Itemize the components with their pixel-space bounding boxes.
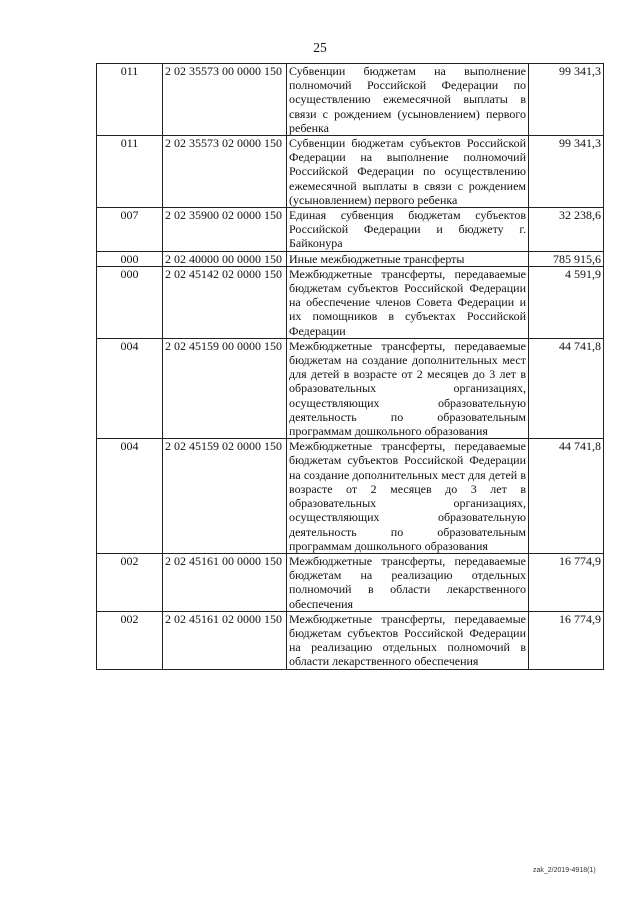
admin-code-cell: 002: [97, 553, 163, 611]
budget-revenue-table: [96, 63, 604, 670]
revenue-name-cell: Субвенции бюджетам субъектов Российской Федерации на выполнение полномочий Российской Федерации по осуществлению ежемесячной выплаты в связи с рождением (усыновлением) первого ребенка: [287, 136, 529, 208]
amount-cell: 44 741,8: [529, 439, 604, 554]
budget-classification-code-cell: 2 02 35573 02 0000 150: [163, 136, 287, 208]
table-row: [97, 439, 604, 554]
admin-code-cell: 000: [97, 266, 163, 338]
revenue-name-cell: Межбюджетные трансферты, передаваемые бюджетам субъектов Российской Федерации на обеспечение членов Совета Федерации и их помощников в субъектах Российской Федерации: [287, 266, 529, 338]
amount-cell: 785 915,6: [529, 251, 604, 266]
revenue-name-cell: Иные межбюджетные трансферты: [287, 251, 529, 266]
budget-classification-code-cell: 2 02 35900 02 0000 150: [163, 208, 287, 252]
table-row: [97, 338, 604, 438]
revenue-name-cell: Межбюджетные трансферты, передаваемые бюджетам на реализацию отдельных полномочий в области лекарственного обеспечения: [287, 553, 529, 611]
admin-code-cell: 011: [97, 136, 163, 208]
table-row: [97, 251, 604, 266]
table-row: [97, 611, 604, 669]
table-row: [97, 266, 604, 338]
revenue-name-cell: Межбюджетные трансферты, передаваемые бюджетам субъектов Российской Федерации на реализацию отдельных полномочий в области лекарственного обеспечения: [287, 611, 529, 669]
amount-cell: 32 238,6: [529, 208, 604, 252]
amount-cell: 16 774,9: [529, 553, 604, 611]
revenue-name-cell: Межбюджетные трансферты, передаваемые бюджетам субъектов Российской Федерации на создание дополнительных мест для детей в возрасте от 2 месяцев до 3 лет в образовательных организациях, осуществляющих образовательную деятельность по образовательным программам дошкольного образования: [287, 439, 529, 554]
budget-classification-code-cell: 2 02 40000 00 0000 150: [163, 251, 287, 266]
budget-classification-code-cell: 2 02 45159 00 0000 150: [163, 338, 287, 438]
revenue-name-cell: Субвенции бюджетам на выполнение полномочий Российской Федерации по осуществлению ежемесячной выплаты в связи с рождением (усыновлением) первого ребенка: [287, 64, 529, 136]
table-row: [97, 64, 604, 136]
budget-classification-code-cell: 2 02 35573 00 0000 150: [163, 64, 287, 136]
admin-code-cell: 000: [97, 251, 163, 266]
amount-cell: 99 341,3: [529, 136, 604, 208]
page-number: 25: [313, 40, 327, 55]
budget-classification-code-cell: 2 02 45161 02 0000 150: [163, 611, 287, 669]
amount-cell: 99 341,3: [529, 64, 604, 136]
revenue-name-cell: Межбюджетные трансферты, передаваемые бюджетам на создание дополнительных мест для детей в возрасте от 2 месяцев до 3 лет в образовательных организациях, осуществляющих образовательную деятельность по образовательным программам дошкольного образования: [287, 338, 529, 438]
amount-cell: 16 774,9: [529, 611, 604, 669]
table-row: [97, 553, 604, 611]
document-footer-code: zak_2/2019-4918(1): [533, 867, 596, 874]
table-row: [97, 136, 604, 208]
admin-code-cell: 002: [97, 611, 163, 669]
revenue-name-cell: Единая субвенция бюджетам субъектов Российской Федерации и бюджету г. Байконура: [287, 208, 529, 252]
admin-code-cell: 004: [97, 338, 163, 438]
amount-cell: 44 741,8: [529, 338, 604, 438]
budget-classification-code-cell: 2 02 45159 02 0000 150: [163, 439, 287, 554]
admin-code-cell: 011: [97, 64, 163, 136]
admin-code-cell: 004: [97, 439, 163, 554]
admin-code-cell: 007: [97, 208, 163, 252]
amount-cell: 4 591,9: [529, 266, 604, 338]
table-row: [97, 208, 604, 252]
budget-classification-code-cell: 2 02 45161 00 0000 150: [163, 553, 287, 611]
budget-classification-code-cell: 2 02 45142 02 0000 150: [163, 266, 287, 338]
